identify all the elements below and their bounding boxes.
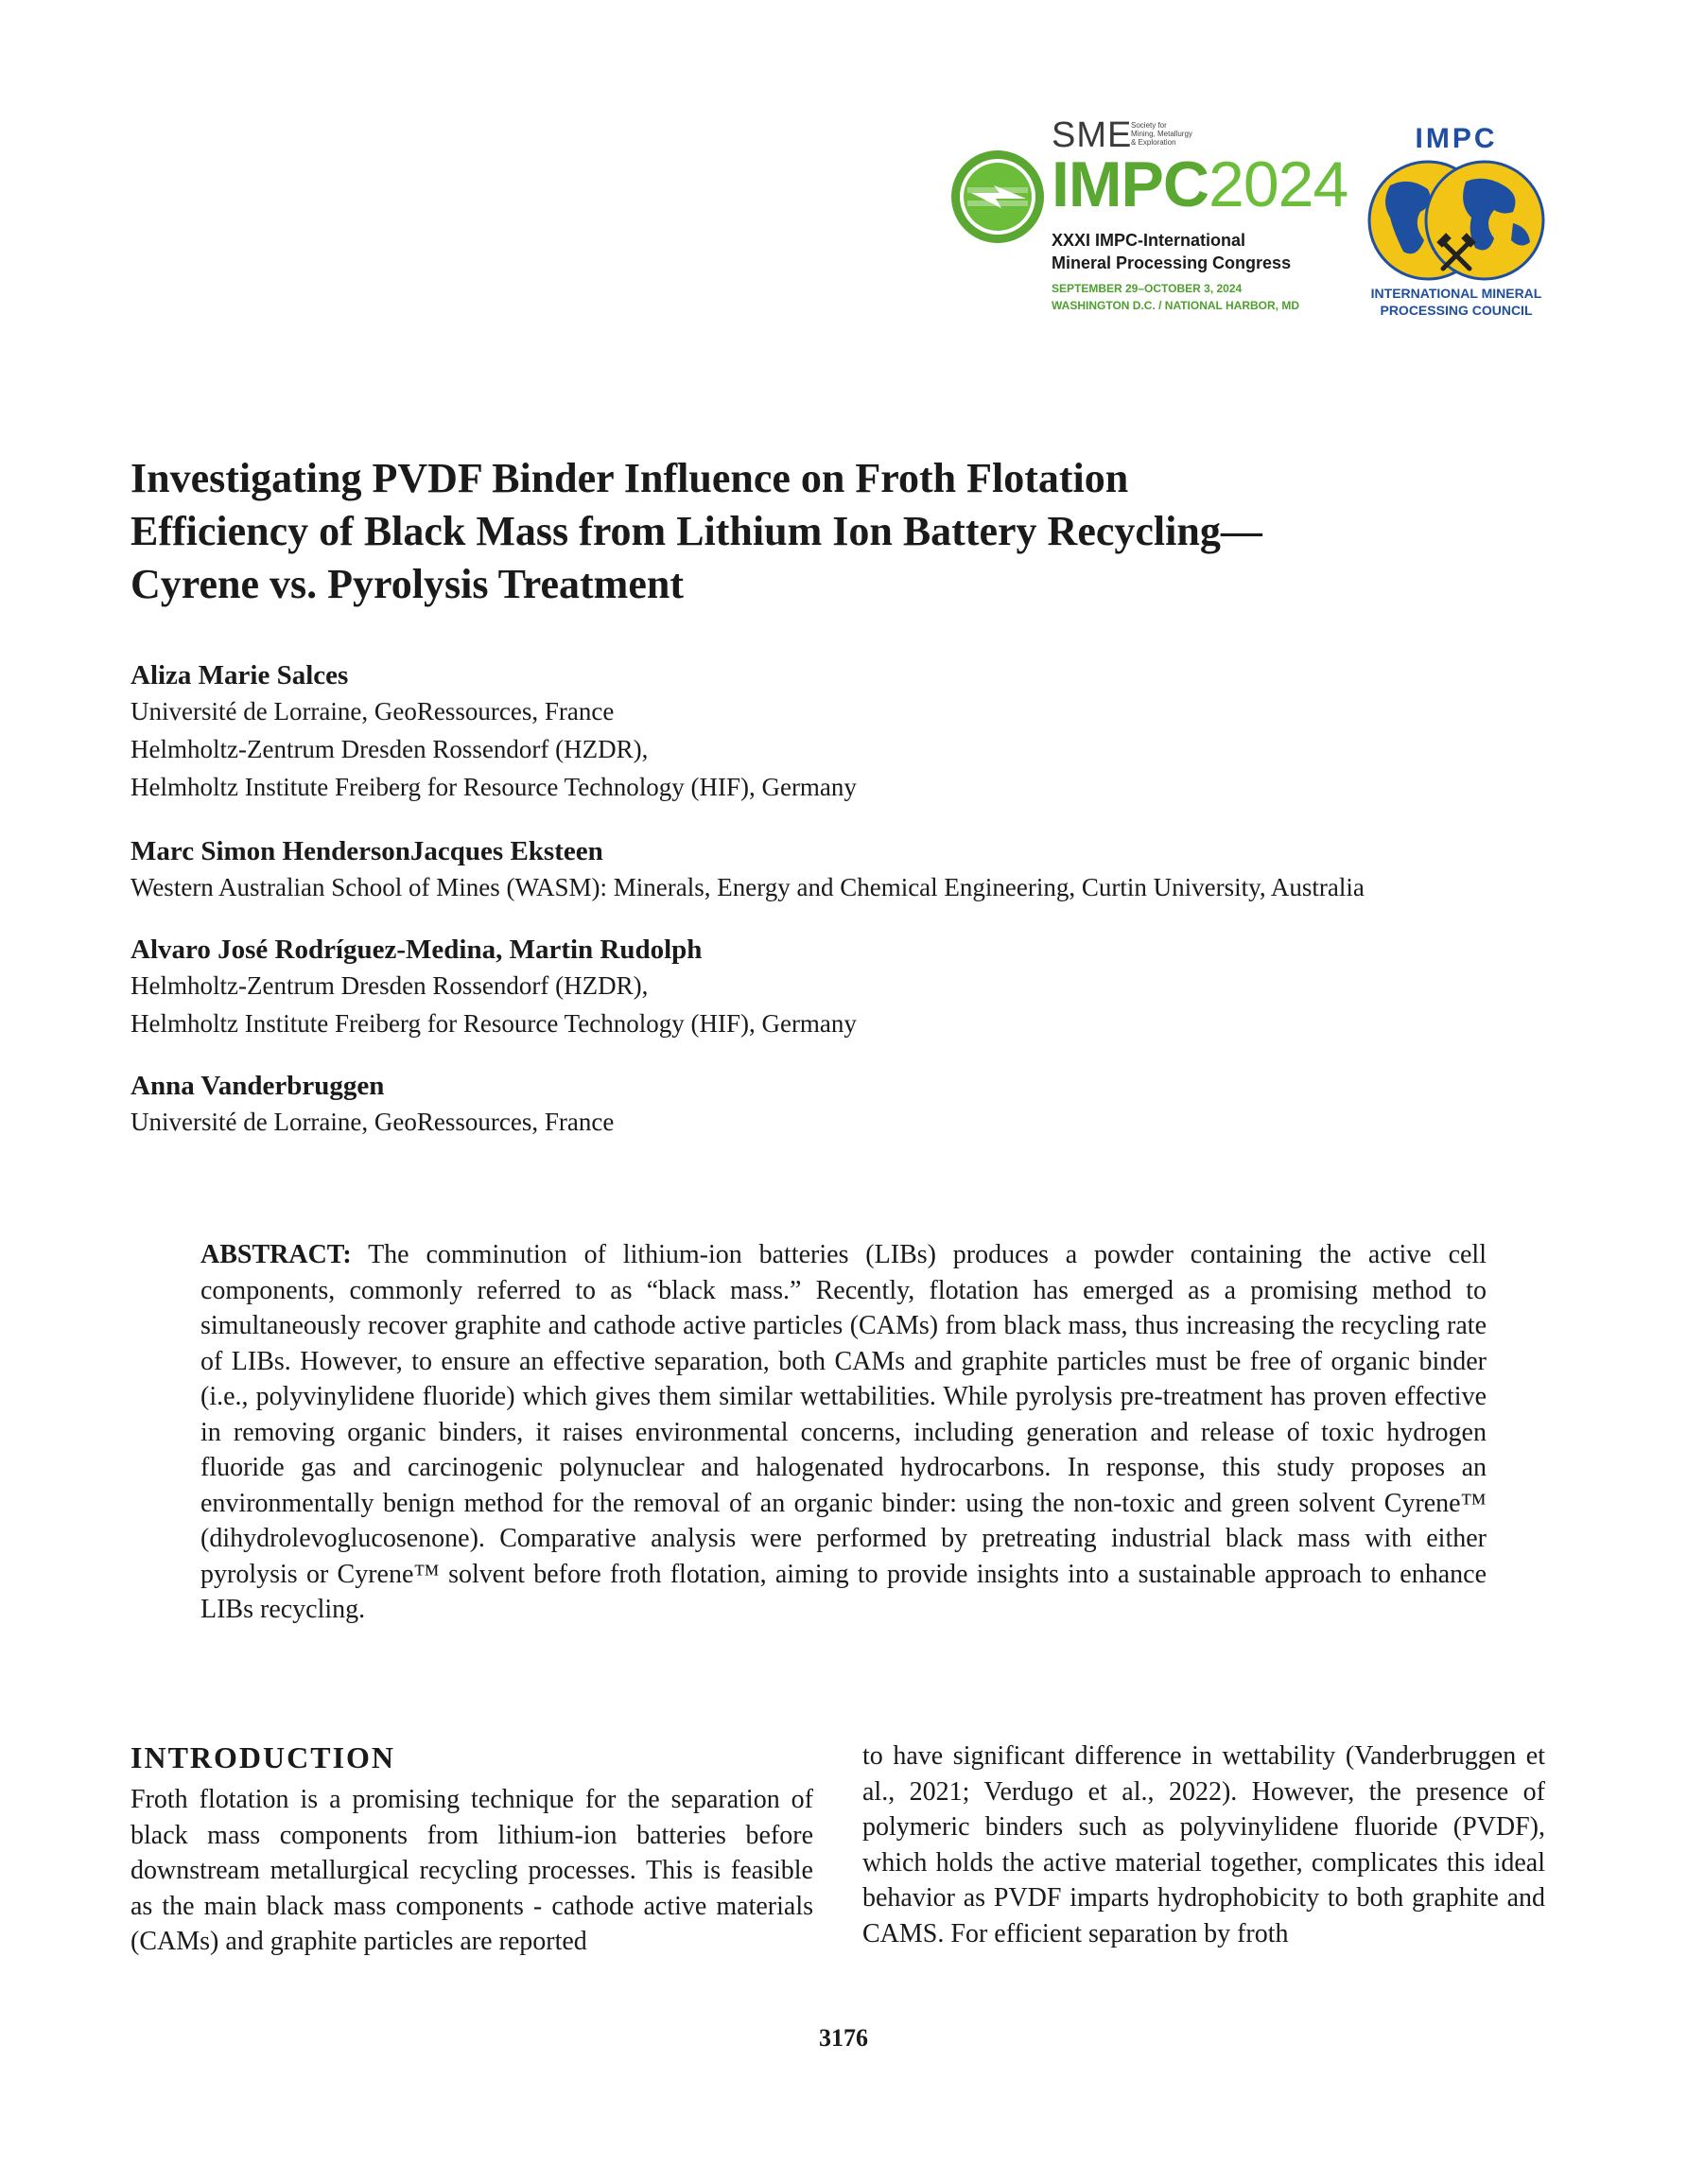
title-line: Efficiency of Black Mass from Lithium Ion Battery Recycling—	[130, 508, 1262, 554]
introduction-left-column: Froth flotation is a promising technique for the separation of black mass components from lithium-ion batteries before downstream metallurgical recycling processes. This is feasible as the main black mass components - cathode active materials (CAMs) and graphite particles are reported	[130, 1785, 813, 1957]
introduction-right-column: to have significant difference in wettability (Vanderbruggen et al., 2021; Verdugo et al., 2022). However, the presence of polymeric binders such as polyvinylidene fluoride (PVDF), which holds the active material together, complicates this ideal behavior as PVDF imparts hydrophobicity to both graphite and CAMS. For efficient separation by froth	[862, 1741, 1545, 1948]
globe-icon	[1362, 157, 1551, 284]
abstract-text: The comminution of lithium-ion batteries (LIBs) produces a powder containing the active cell components, commonly referred to as “black mass.” Recently, flotation has emerged as a promising method to simultaneously recover graphite and cathode active particles (CAMs) from black mass, thus increasing the recycling rate of LIBs. However, to ensure an effective separation, both CAMs and graphite particles must be free of organic binder (i.e., polyvinylidene fluoride) which gives them similar wettabilities. While pyrolysis pre-treatment has proven effective in removing organic binders, it raises environmental concerns, including generation and release of toxic hydrogen fluoride gas and carcinogenic polynuclear and halogenated hydrocarbons. In response, this study proposes an environmentally benign method for the removal of an organic binder: using the non-toxic and green solvent Cyrene™ (dihydrolevoglucosenone). Comparative analysis were performed by pretreating industrial black mass with either pyrolysis or Cyrene™ solvent before froth flotation, aiming to provide insights into a sustainable approach to enhance LIBs recycling.	[200, 1240, 1487, 1624]
council-name-line1: INTERNATIONAL MINERAL	[1370, 286, 1542, 301]
impc-council-logo	[1362, 123, 1551, 322]
page-number: 3176	[819, 2024, 868, 2052]
author-affiliation: Université de Lorraine, GeoRessources, France	[130, 697, 615, 725]
sme-logo-subtitle: Society for Mining, Metallurgy & Exploration	[1131, 121, 1192, 147]
author-block	[130, 933, 857, 1042]
title-line: Cyrene vs. Pyrolysis Treatment	[130, 561, 684, 607]
sme-logo-word: SME	[1052, 115, 1133, 155]
abstract-label: ABSTRACT:	[200, 1240, 352, 1269]
author-name: Marc Simon HendersonJacques Eksteen	[130, 836, 603, 866]
council-logo-word: IMPC	[1415, 123, 1498, 154]
author-block	[130, 1069, 614, 1141]
impc-congress-logo-year: 2024	[1209, 149, 1348, 220]
author-name: Anna Vanderbruggen	[130, 1071, 385, 1101]
impc-congress-emblem-icon	[950, 149, 1045, 244]
author-affiliation: Helmholtz-Zentrum Dresden Rossendorf (HZDR),	[130, 971, 649, 1000]
author-affiliation: Helmholtz Institute Freiberg for Resource Technology (HIF), Germany	[130, 773, 857, 801]
abstract	[200, 1237, 1487, 1628]
impc-congress-logo-word: IMPC2024	[1052, 149, 1348, 220]
title-line: Investigating PVDF Binder Influence on Froth Flotation	[130, 455, 1129, 501]
author-affiliation: Université de Lorraine, GeoRessources, France	[130, 1108, 615, 1136]
section-heading-introduction: INTRODUCTION	[130, 1740, 396, 1774]
paper-title	[130, 452, 1454, 611]
author-name: Alvaro José Rodríguez-Medina, Martin Rudolph	[130, 935, 703, 965]
author-affiliation: Western Australian School of Mines (WASM): Minerals, Energy and Chemical Engineering, Curtin University, Australia	[130, 873, 1365, 901]
congress-name-line2: Mineral Processing Congress	[1052, 253, 1292, 272]
congress-date: SEPTEMBER 29–OCTOBER 3, 2024	[1052, 282, 1243, 295]
council-name-line2: PROCESSING COUNCIL	[1380, 303, 1533, 318]
author-block	[130, 658, 857, 806]
congress-name-line1: XXXI IMPC-International	[1052, 231, 1246, 250]
author-name: Aliza Marie Salces	[130, 660, 349, 690]
author-affiliation: Helmholtz-Zentrum Dresden Rossendorf (HZDR),	[130, 735, 649, 763]
author-affiliation: Helmholtz Institute Freiberg for Resource Technology (HIF), Germany	[130, 1009, 857, 1038]
author-block	[130, 834, 1365, 906]
congress-place: WASHINGTON D.C. / NATIONAL HARBOR, MD	[1052, 299, 1299, 312]
